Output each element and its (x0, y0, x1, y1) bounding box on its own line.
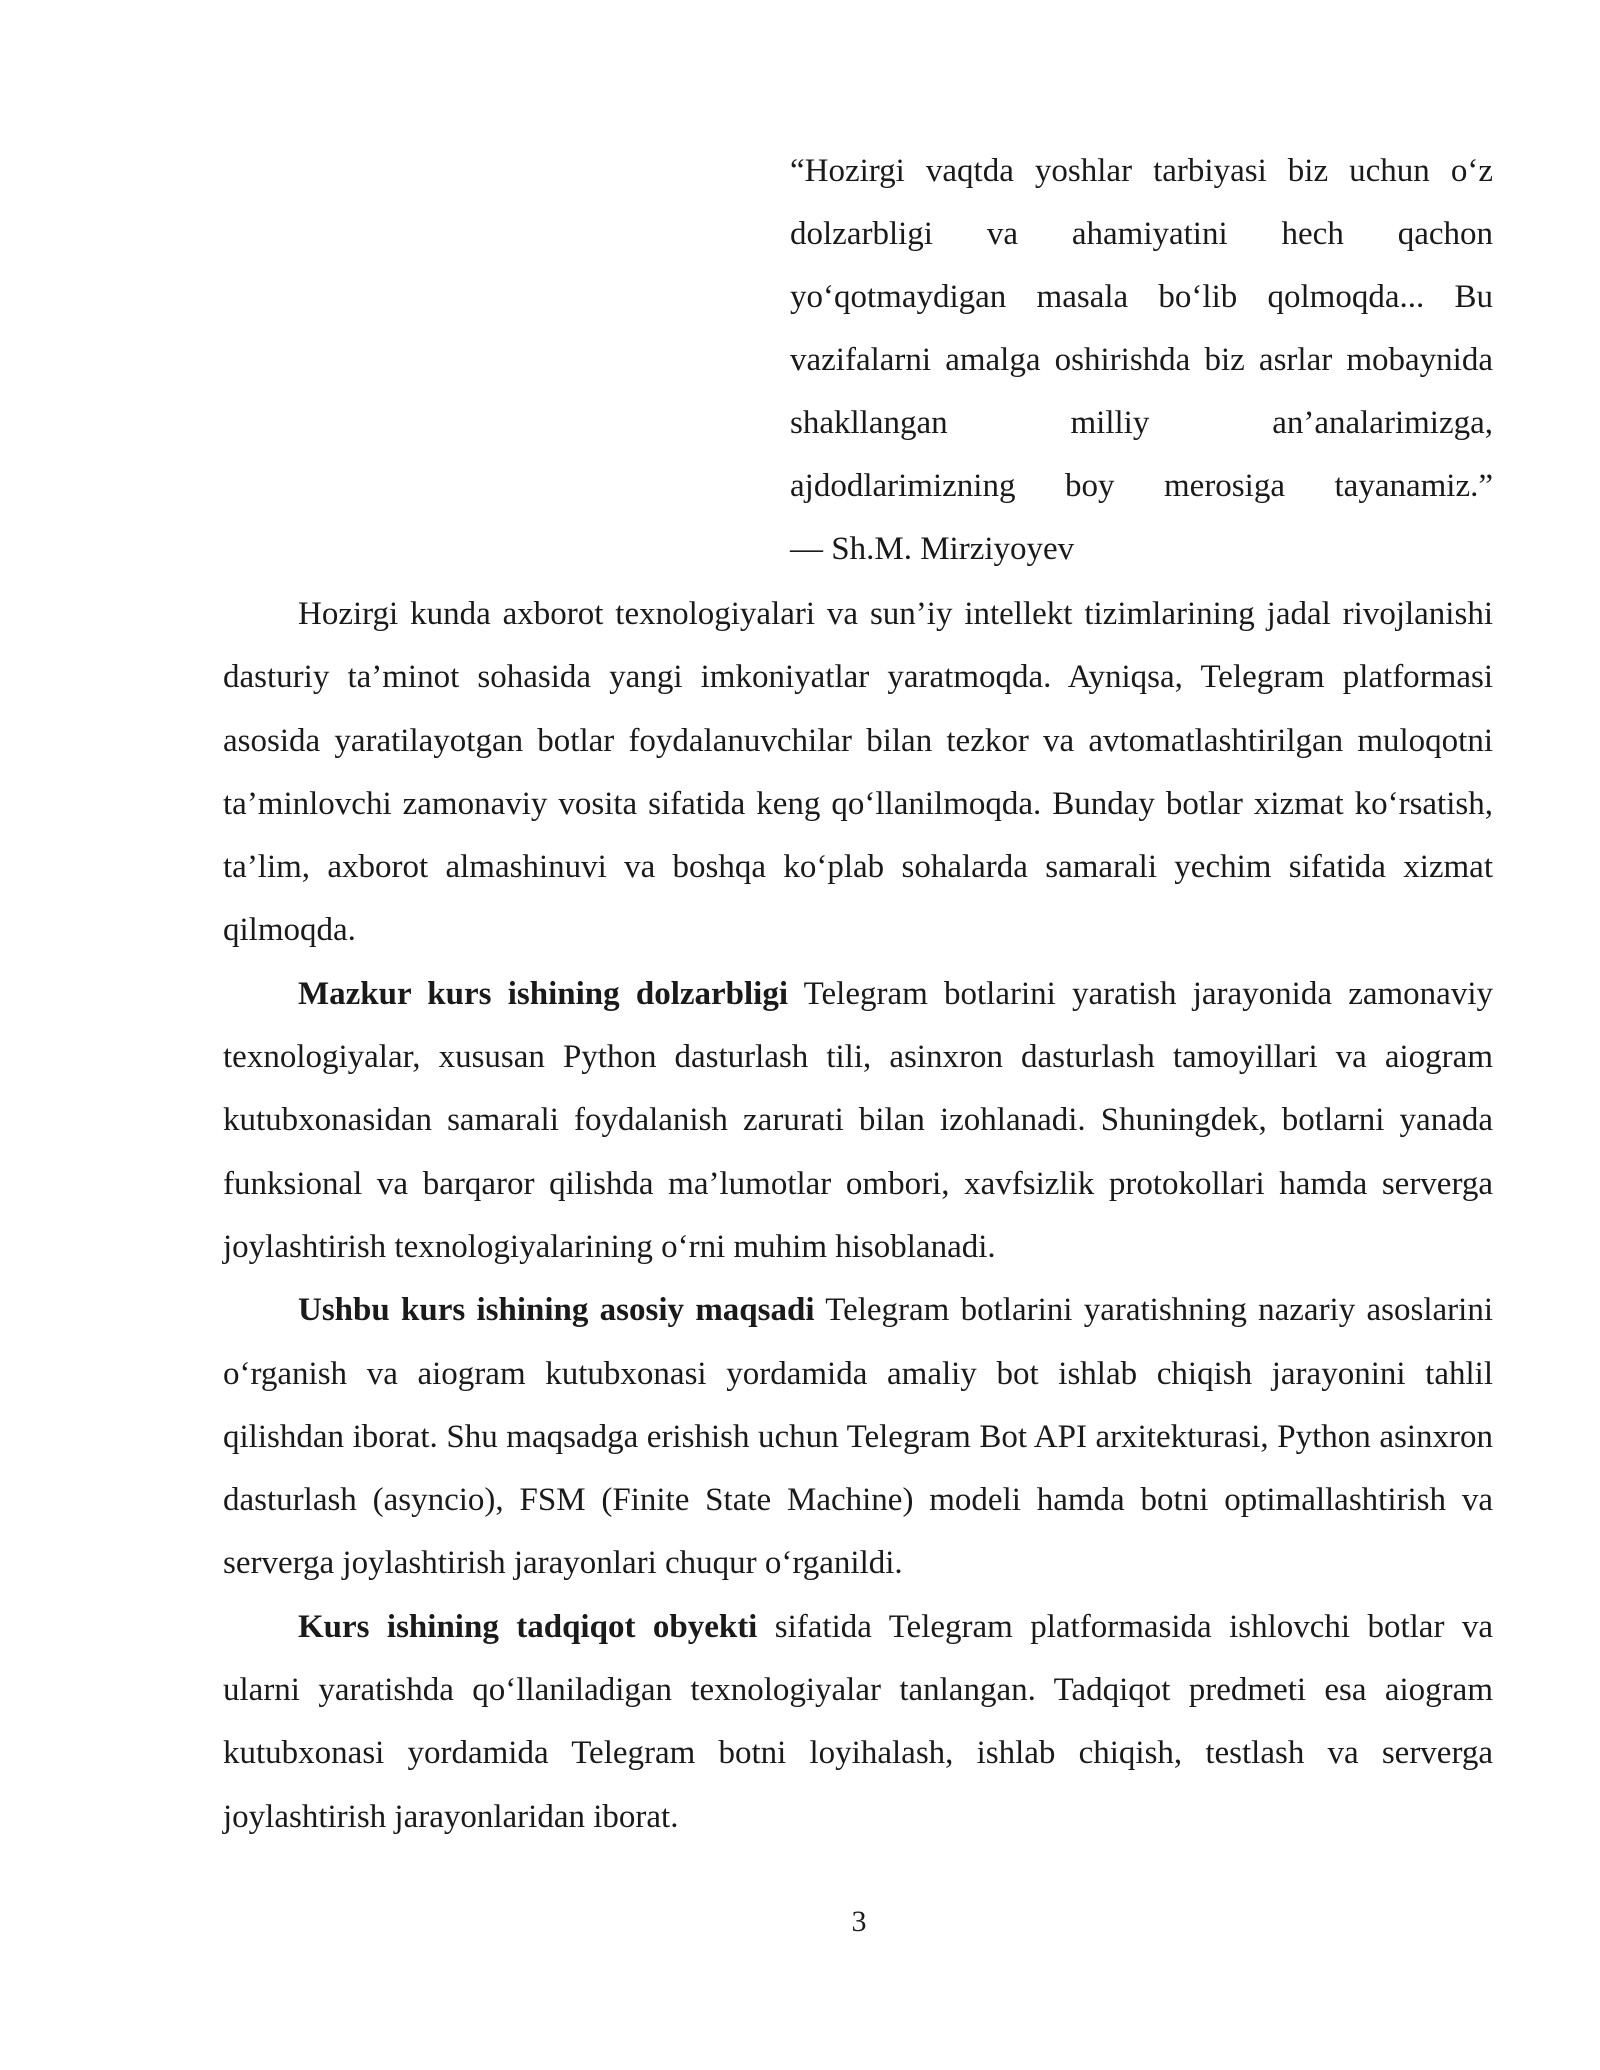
paragraph-intro (223, 583, 1493, 963)
epigraph (790, 140, 1493, 581)
paragraph-lead: Kurs ishining tadqiqot obyekti (298, 1608, 758, 1645)
paragraph-lead: Mazkur kurs ishining dolzarbligi (298, 975, 789, 1012)
paragraph-text: Telegram botlarini yaratishning nazariy asoslarini o‘rganish va aiogram kutubxonasi yordamida amaliy bot ishlab chiqish jarayonini tahlil qilishdan iborat. Shu maqsadga erishish uchun Telegram Bot API arxitekturasi, Python asinxron dasturlash (asyncio), FSM (Finite State Machine) modeli hamda botni optimallashtirish va serverga joylashtirish jarayonlari chuqur o‘rganildi. (223, 1292, 1493, 1582)
paragraph-text: sifatida Telegram platformasida ishlovchi botlar va ularni yaratishda qo‘llaniladigan texnologiyalar tanlangan. Tadqiqot predmeti esa aiogram kutubxonasi yordamida Telegram botni loyihalash, ishlab chiqish, testlash va serverga joylashtirish jarayonlaridan iborat. (223, 1608, 1493, 1835)
paragraph-object (223, 1596, 1493, 1849)
paragraph-goal (223, 1279, 1493, 1595)
paragraph-lead: Ushbu kurs ishining asosiy maqsadi (298, 1292, 815, 1329)
paragraph-relevance (223, 963, 1493, 1279)
paragraph-text: Telegram botlarini yaratish jarayonida zamonaviy texnologiyalar, xususan Python dasturlash tili, asinxron dasturlash tamoyillari va aiogram kutubxonasidan samarali foydalanish zarurati bilan izohlanadi. Shuningdek, botlarni yanada funksional va barqaror qilishda ma’lumotlar ombori, xavfsizlik protokollari hamda serverga joylashtirish texnologiyalarining o‘rni muhim hisoblanadi. (223, 975, 1493, 1265)
paragraph-text: Hozirgi kunda axborot texnologiyalari va sun’iy intellekt tizimlarining jadal rivojlanishi dasturiy ta’minot sohasida yangi imkoniyatlar yaratmoqda. Ayniqsa, Telegram platformasi asosida yaratilayotgan botlar foydalanuvchilar bilan tezkor va avtomatlashtirilgan muloqotni ta’minlovchi zamonaviy vosita sifatida keng qo‘llanilmoqda. Bunday botlar xizmat ko‘rsatish, ta’lim, axborot almashinuvi va boshqa ko‘plab sohalarda samarali yechim sifatida xizmat qilmoqda. (223, 596, 1493, 949)
body-text (223, 583, 1493, 1849)
epigraph-author: — Sh.M. Mirziyoyev (790, 531, 1075, 567)
page-number: 3 (851, 1905, 867, 1938)
epigraph-quote: “Hozirgi vaqtda yoshlar tarbiyasi biz uchun o‘z dolzarbligi va ahamiyatini hech qachon yo‘qotmaydigan masala bo‘lib qolmoqda... Bu vazifalarni amalga oshirishda biz asrlar mobaynida shakllangan milliy an’analarimizga, ajdodlarimizning boy merosiga tayanamiz.” (790, 153, 1493, 504)
